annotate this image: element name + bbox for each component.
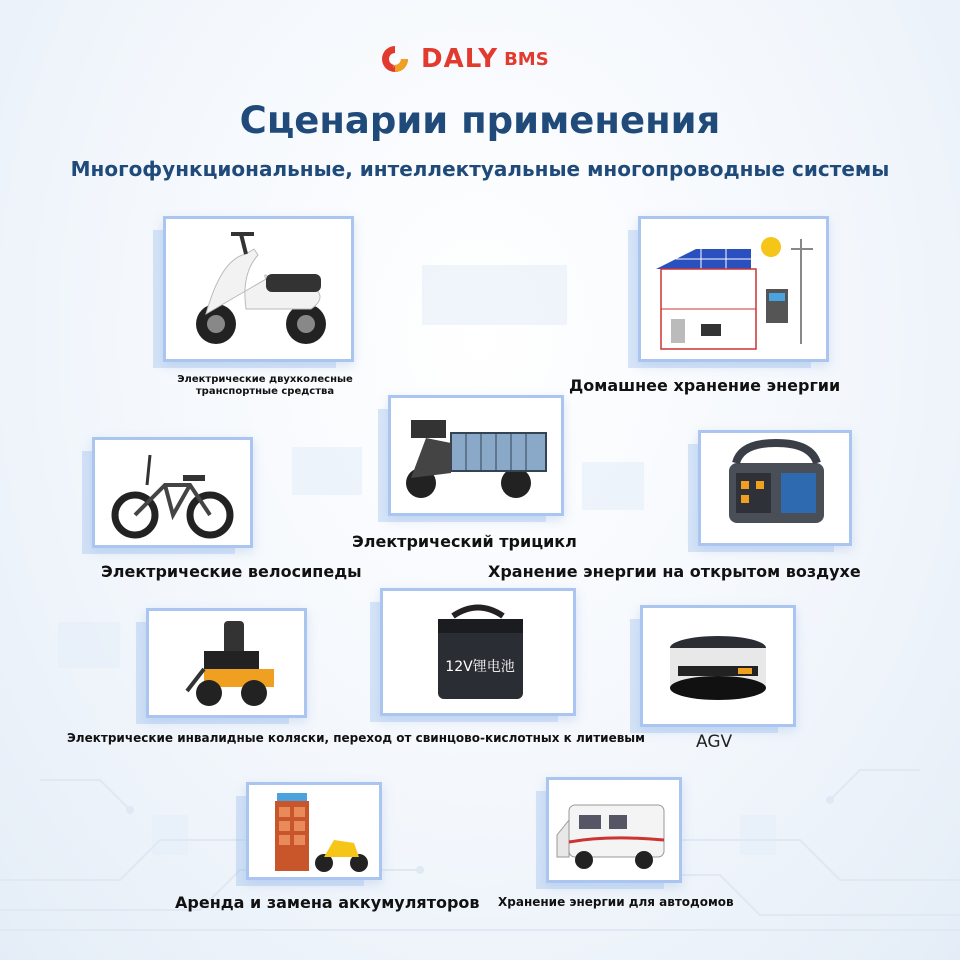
- label-wheelchairs: Электрические инвалидные коляски, переход от свинцово-кислотных к литиевым: [67, 731, 645, 745]
- label-agv: AGV: [696, 732, 733, 752]
- scenario-card-home-storage: [638, 216, 829, 362]
- label-tricycle: Электрический трицикл: [352, 532, 577, 551]
- label-two-wheelers-line2: транспортные средства: [195, 386, 335, 397]
- scenario-card-wheelchair: [146, 608, 307, 718]
- label-two-wheelers: [170, 374, 360, 398]
- background-block: [292, 447, 362, 495]
- portable-power-station-icon: [701, 433, 849, 543]
- label-outdoor-storage: Хранение энергии на открытом воздухе: [488, 562, 861, 581]
- scenario-card-tricycle: [388, 395, 564, 516]
- scenario-card-agv: [640, 605, 796, 727]
- scenario-card-bicycle: [92, 437, 253, 548]
- background-block: [58, 622, 120, 668]
- background-block: [740, 815, 776, 855]
- agv-robot-icon: [643, 608, 793, 724]
- background-block: [582, 462, 644, 510]
- lithium-battery-icon: [383, 591, 573, 713]
- electric-bicycle-icon: [95, 440, 250, 545]
- label-motorhome: Хранение энергии для автодомов: [498, 895, 734, 909]
- page-title: Сценарии применения: [239, 99, 721, 142]
- electric-scooter-icon: [166, 219, 351, 359]
- page-subtitle: Многофункциональные, интеллектуальные многопроводные системы: [70, 157, 890, 181]
- label-two-wheelers-line1: Электрические двухколесные: [177, 374, 353, 385]
- battery-text: 12V锂电池: [445, 659, 515, 675]
- electric-tricycle-icon: [391, 398, 561, 513]
- home-solar-system-icon: [641, 219, 826, 359]
- brand-suffix: BMS: [504, 48, 549, 70]
- background-block: [422, 265, 567, 325]
- battery-swap-station-icon: [249, 785, 379, 877]
- scenario-card-motorhome: [546, 777, 682, 883]
- daly-logo-icon: [377, 44, 413, 74]
- background-block: [152, 815, 188, 855]
- scenario-card-outdoor-storage: [698, 430, 852, 546]
- label-home-storage: Домашнее хранение энергии: [569, 376, 841, 395]
- scenario-card-battery-swap: [246, 782, 382, 880]
- motorhome-icon: [549, 780, 679, 880]
- label-battery-swap: Аренда и замена аккумуляторов: [175, 893, 480, 912]
- electric-wheelchair-icon: [149, 611, 304, 715]
- label-bicycles: Электрические велосипеды: [101, 562, 362, 581]
- scenario-card-battery: [380, 588, 576, 716]
- brand-logo: [377, 44, 549, 74]
- brand-name: DALY: [421, 44, 499, 74]
- scenario-card-scooter: [163, 216, 354, 362]
